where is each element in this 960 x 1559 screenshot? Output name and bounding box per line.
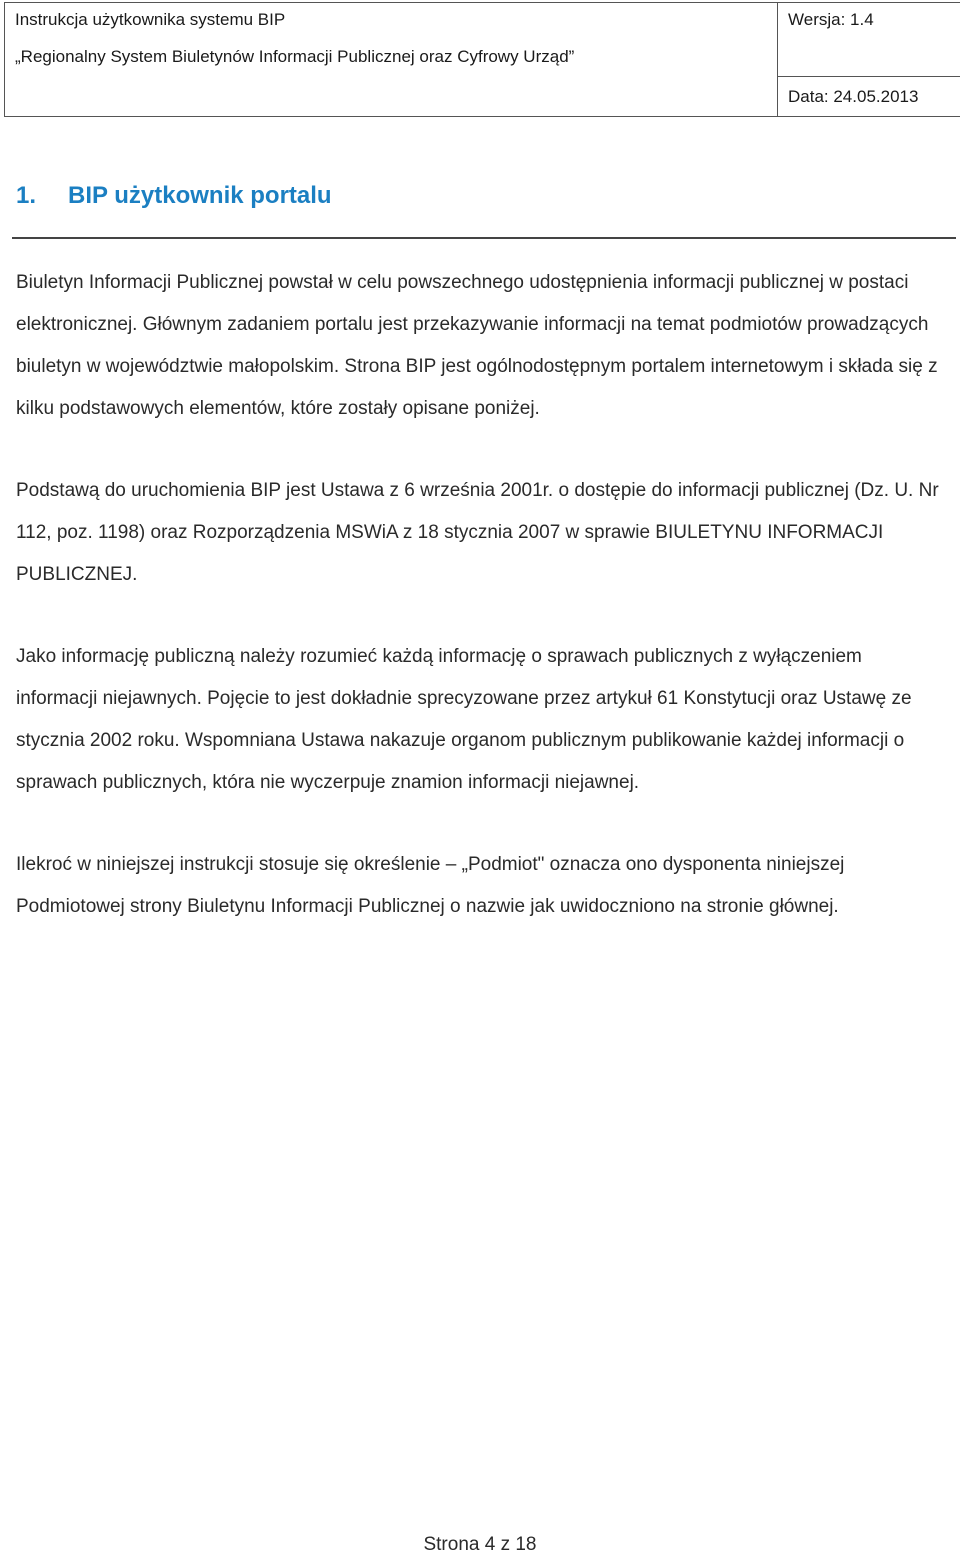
paragraph: Ilekroć w niniejszej instrukcji stosuje się określenie – „Podmiot" oznacza ono dysponenta niniejszej Podmiotowej strony Biuletynu Informacji Publicznej o nazwie jak uwidoczniono na stronie głównej. (16, 854, 845, 917)
page-number: Strona 4 z 18 (423, 1534, 537, 1555)
header-empty-cell (778, 37, 960, 77)
paragraph: Podstawą do uruchomienia BIP jest Ustawa z 6 września 2001r. o dostępie do informacji publicznej (Dz. U. Nr 112, poz. 1198) oraz Rozporządzenia MSWiA z 18 stycznia 2007 w sprawie BIULETYNU INFORMACJI PUBLICZNEJ. (16, 480, 939, 585)
header-subtitle: „Regionalny System Biuletynów Informacji Publicznej oraz Cyfrowy Urząd” (5, 37, 778, 77)
header-title: Instrukcja użytkownika systemu BIP (5, 3, 778, 37)
section-number: 1. (16, 182, 37, 209)
paragraph: Jako informację publiczną należy rozumieć każdą informację o sprawach publicznych z wyłączeniem informacji niejawnych. Pojęcie to jest dokładnie sprecyzowane przez artykuł 61 Konstytucji oraz Ustawę ze stycznia 2002 roku. Wspomniana Ustawa nakazuje organom publicznym publikowanie każdej informacji o sprawach publicznych, która nie wyczerpuje znamion informacji niejawnej. (16, 646, 912, 793)
heading-divider (12, 237, 956, 239)
document-header (4, 2, 960, 117)
section-heading (16, 182, 332, 210)
paragraph: Biuletyn Informacji Publicznej powstał w celu powszechnego udostępnienia informacji publicznej w postaci elektronicznej. Głównym zadaniem portalu jest przekazywanie informacji na temat podmiotów prowadzących biuletyn w województwie małopolskim. Strona BIP jest ogólnodostępnym portalem internetowym i składa się z kilku podstawowych elementów, które zostały opisane poniżej. (16, 272, 938, 419)
header-date: Data: 24.05.2013 (778, 77, 960, 117)
header-blank-cell (5, 77, 778, 117)
header-version: Wersja: 1.4 (778, 3, 960, 37)
section-title: BIP użytkownik portalu (68, 182, 332, 209)
document-body (16, 262, 946, 928)
